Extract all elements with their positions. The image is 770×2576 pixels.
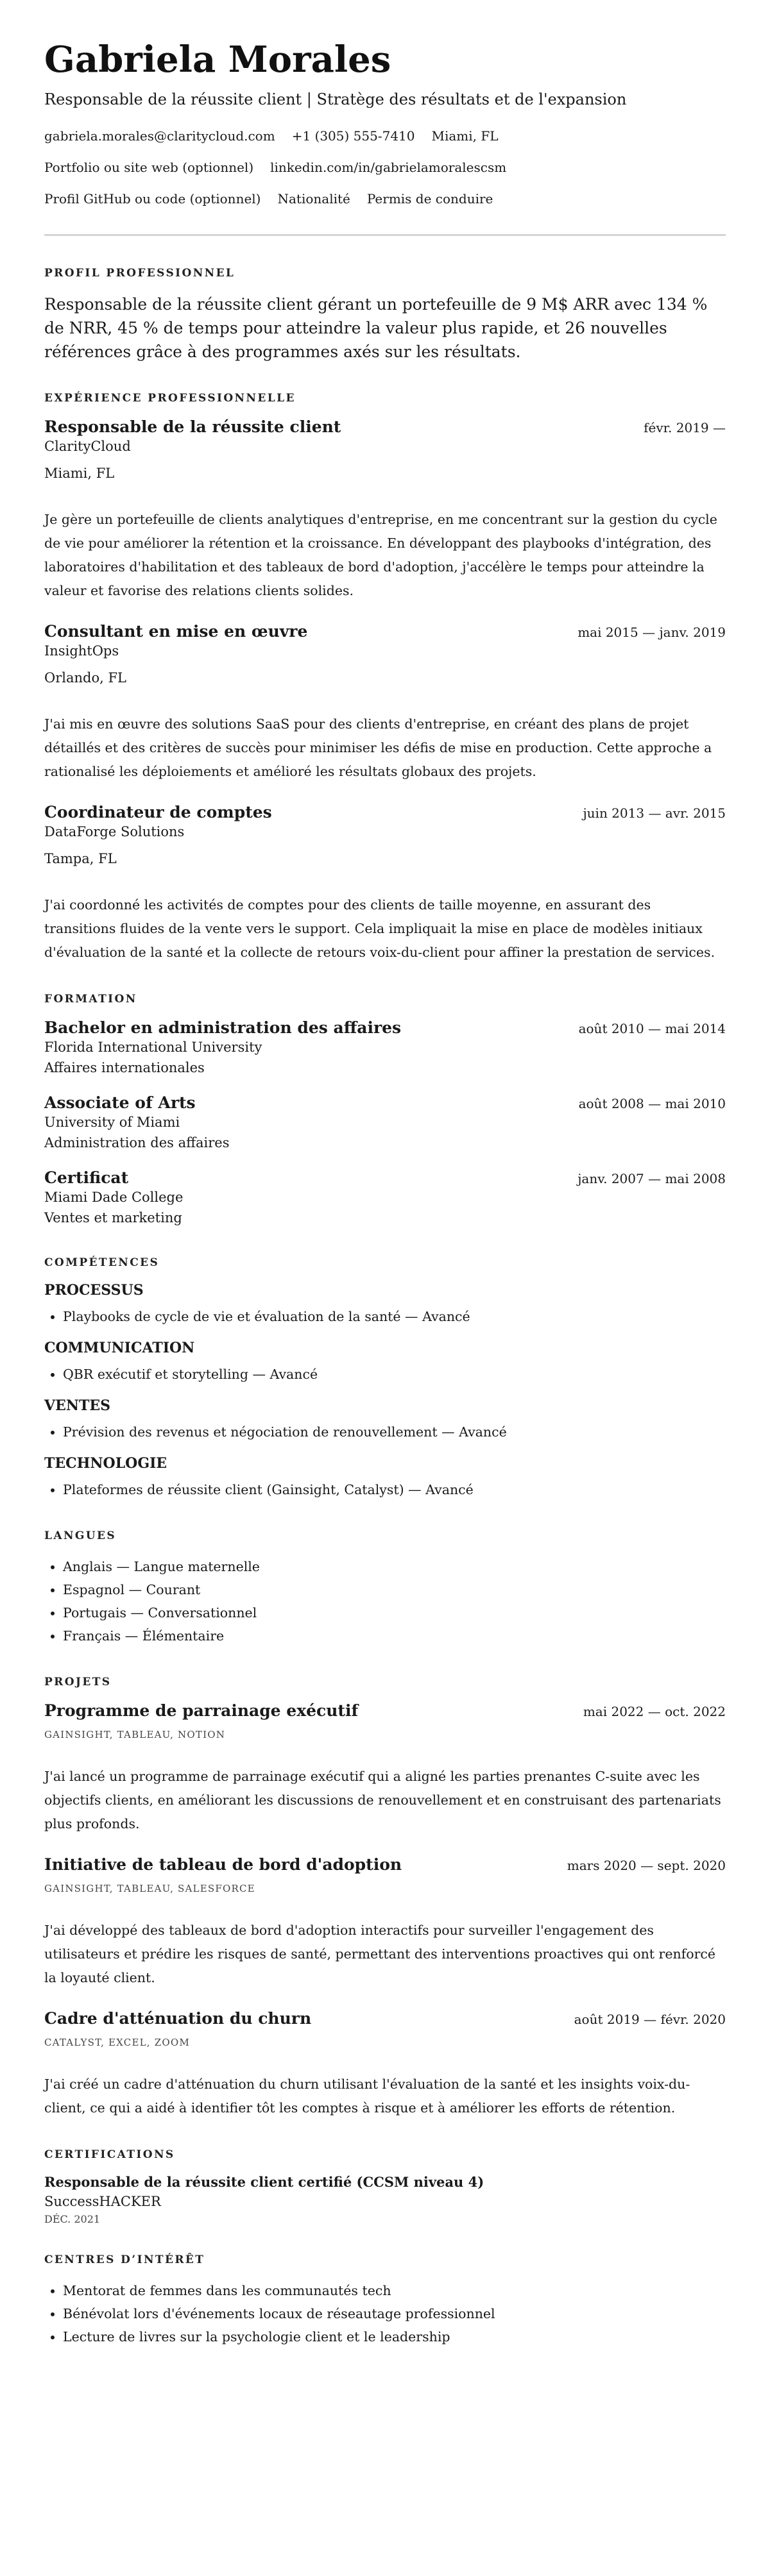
section-title: FORMATION (44, 993, 137, 1006)
section-title: CERTIFICATIONS (44, 2148, 175, 2161)
entry-header (44, 622, 726, 641)
field-of-study: Administration des affaires (44, 1135, 230, 1150)
experience-entry (44, 803, 726, 964)
job-dates: mai 2015 — janv. 2019 (578, 625, 726, 640)
contact-nationality: Nationalité (277, 191, 350, 206)
degree-title: Associate of Arts (44, 1093, 196, 1112)
school-name: University of Miami (44, 1115, 180, 1130)
section-title: LANGUES (44, 1529, 117, 1542)
entry-header (44, 1855, 726, 1874)
degree-title: Bachelor en administration des affaires (44, 1018, 402, 1037)
skill-item: • Playbooks de cycle de vie et évaluation de la santé — Avancé (63, 1305, 726, 1328)
language-item: • Portugais — Conversationnel (63, 1601, 726, 1624)
job-description: J'ai mis en œuvre des solutions SaaS pour des clients d'entreprise, en créant des plans de projet détaillés et des critères de succès pour minimiser les défis de mise en production. Cette approche a rationalisé les déploiements et amélioré les résultats globaux des projets. (44, 716, 712, 779)
job-location: Tampa, FL (44, 851, 117, 866)
skill-category-title: COMMUNICATION (44, 1340, 195, 1356)
skill-list (44, 1363, 726, 1386)
skill-category-title: PROCESSUS (44, 1282, 144, 1299)
project-description: J'ai lancé un programme de parrainage exécutif qui a aligné les parties prenantes C-suite avec les objectifs clients, en améliorant les discussions de renouvellement et en construisant des partenariats plus profonds. (44, 1769, 721, 1831)
project-tags: GAINSIGHT, TABLEAU, SALESFORCE (44, 1883, 255, 1894)
section-title: COMPÉTENCES (44, 1256, 160, 1269)
project-entry (44, 2009, 726, 2120)
company-name: InsightOps (44, 643, 119, 659)
language-item: • Français — Élémentaire (63, 1624, 726, 1647)
certification-title: Responsable de la réussite client certifié (CCSM niveau 4) (44, 2174, 484, 2190)
candidate-headline: Responsable de la réussite client | Stratège des résultats et de l'expansion (44, 90, 627, 108)
skill-list (44, 1478, 726, 1501)
job-location: Orlando, FL (44, 670, 126, 686)
experience-entry (44, 417, 726, 603)
project-tags: GAINSIGHT, TABLEAU, NOTION (44, 1729, 226, 1740)
contact-location: Miami, FL (431, 128, 499, 144)
header-divider (44, 234, 726, 236)
skill-list (44, 1420, 726, 1444)
skill-category-title: VENTES (44, 1397, 110, 1414)
skill-category-title: TECHNOLOGIE (44, 1455, 167, 1472)
interests-section (44, 2253, 726, 2348)
contact-email[interactable]: gabriela.morales@claritycloud.com (44, 128, 275, 144)
skill-item: • Plateformes de réussite client (Gainsight, Catalyst) — Avancé (63, 1478, 726, 1501)
languages-section (44, 1529, 726, 1647)
entry-header (44, 417, 726, 436)
project-title: Cadre d'atténuation du churn (44, 2009, 312, 2028)
project-entry (44, 1701, 726, 1836)
field-of-study: Affaires internationales (44, 1060, 205, 1075)
project-description: J'ai développé des tableaux de bord d'adoption interactifs pour surveiller l'engagement des utilisateurs et prédire les risques de santé, permettant des interventions proactives qui ont renforcé la loyauté client. (44, 1923, 716, 1985)
skill-item: • QBR exécutif et storytelling — Avancé (63, 1363, 726, 1386)
school-name: Miami Dade College (44, 1190, 184, 1205)
job-title: Consultant en mise en œuvre (44, 622, 308, 641)
project-title: Initiative de tableau de bord d'adoption (44, 1855, 402, 1874)
education-section (44, 993, 726, 1228)
language-item: • Espagnol — Courant (63, 1578, 726, 1601)
section-title: EXPÉRIENCE PROFESSIONNELLE (44, 392, 296, 405)
education-dates: août 2008 — mai 2010 (578, 1096, 726, 1111)
project-dates: mars 2020 — sept. 2020 (567, 1858, 726, 1873)
contact-phone[interactable]: +1 (305) 555-7410 (291, 128, 415, 144)
project-description: J'ai créé un cadre d'atténuation du churn utilisant l'évaluation de la santé et les insights voix-du-client, ce qui a aidé à identifier tôt les comptes à risque et à améliorer les efforts de rétention. (44, 2076, 690, 2116)
interest-item: • Bénévolat lors d'événements locaux de réseautage professionnel (63, 2302, 726, 2325)
candidate-name: Gabriela Morales (44, 38, 391, 81)
job-dates: juin 2013 — avr. 2015 (583, 805, 726, 821)
education-entry (44, 1168, 726, 1228)
project-dates: mai 2022 — oct. 2022 (583, 1704, 726, 1719)
education-entry (44, 1093, 726, 1153)
resume-header (44, 37, 726, 206)
entry-header (44, 1701, 726, 1720)
school-name: Florida International University (44, 1040, 262, 1055)
entry-header (44, 2009, 726, 2028)
section-title: PROJETS (44, 1676, 112, 1688)
degree-title: Certificat (44, 1168, 129, 1187)
contact-license: Permis de conduire (366, 191, 493, 206)
education-entry (44, 1018, 726, 1078)
certification-issuer: SuccessHACKER (44, 2194, 161, 2209)
interest-item: • Mentorat de femmes dans les communautés tech (63, 2279, 726, 2302)
skill-list (44, 1305, 726, 1328)
entry-header (44, 1168, 726, 1187)
experience-section (44, 392, 726, 964)
entry-header (44, 803, 726, 821)
contact-github[interactable]: Profil GitHub ou code (optionnel) (44, 191, 261, 206)
project-dates: août 2019 — févr. 2020 (574, 2012, 726, 2027)
certification-entry (44, 2174, 726, 2225)
company-name: ClarityCloud (44, 439, 131, 454)
language-item: • Anglais — Langue maternelle (63, 1555, 726, 1578)
skills-section (44, 1256, 726, 1501)
company-name: DataForge Solutions (44, 824, 185, 839)
contact-row (44, 160, 726, 175)
job-title: Responsable de la réussite client (44, 417, 341, 436)
job-dates: févr. 2019 — (644, 420, 726, 435)
contact-row (44, 191, 726, 206)
summary-section (44, 267, 726, 364)
job-description: Je gère un portefeuille de clients analytiques d'entreprise, en me concentrant sur la gestion du cycle de vie pour améliorer la rétention et la croissance. En développant des playbooks d'intégration, des laboratoires d'habilitation et des tableaux de bord d'adoption, j'accélère le temps pour atteindre la valeur et favorise des relations clients solides. (44, 512, 717, 598)
job-title: Coordinateur de comptes (44, 803, 272, 821)
project-title: Programme de parrainage exécutif (44, 1701, 359, 1720)
field-of-study: Ventes et marketing (44, 1210, 182, 1225)
projects-section (44, 1676, 726, 2120)
contact-row (44, 128, 726, 144)
experience-entry (44, 622, 726, 784)
entry-header (44, 1018, 726, 1037)
project-tags: CATALYST, EXCEL, ZOOM (44, 2037, 190, 2048)
section-title: CENTRES D’INTÉRÊT (44, 2253, 205, 2266)
section-title: PROFIL PROFESSIONNEL (44, 267, 235, 280)
contact-linkedin[interactable]: linkedin.com/in/gabrielamoralescsm (270, 160, 507, 175)
project-entry (44, 1855, 726, 1990)
certification-date: DÉC. 2021 (44, 2213, 101, 2225)
education-dates: janv. 2007 — mai 2008 (578, 1171, 726, 1186)
education-dates: août 2010 — mai 2014 (578, 1021, 726, 1036)
skill-item: • Prévision des revenus et négociation de renouvellement — Avancé (63, 1420, 726, 1444)
certifications-section (44, 2148, 726, 2225)
interest-item: • Lecture de livres sur la psychologie client et le leadership (63, 2325, 726, 2348)
contact-portfolio[interactable]: Portfolio ou site web (optionnel) (44, 160, 254, 175)
entry-header (44, 1093, 726, 1112)
job-location: Miami, FL (44, 466, 115, 481)
job-description: J'ai coordonné les activités de comptes pour des clients de taille moyenne, en assurant des transitions fluides de la vente vers le support. Cela impliquait la mise en place de modèles initiaux d'évaluation de la santé et la collecte de retours voix-du-client pour affiner la prestation de services. (44, 897, 715, 960)
summary-text: Responsable de la réussite client gérant un portefeuille de 9 M$ ARR avec 134 % de NRR, 45 % de temps pour atteindre la valeur plus rapide, et 26 nouvelles références grâce à des programmes axés sur les résultats. (44, 295, 708, 361)
